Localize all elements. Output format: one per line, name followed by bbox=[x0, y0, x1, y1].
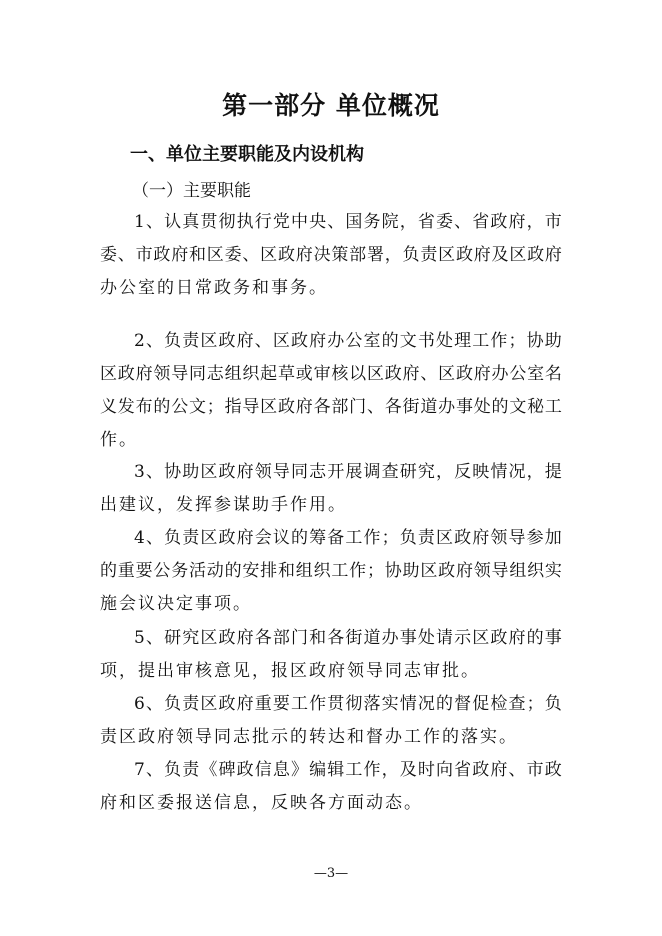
text-line: 责区政府领导同志批示的转达和督办工作的落实。 bbox=[100, 727, 518, 747]
text-line: 5 、 研 究 区 政 府 各 部 门 和 各 街 道 办 事 处 请 示 区 政 府 的 事 bbox=[134, 628, 562, 648]
text-line: 1 、 认 真 贯 彻 执 行 党 中 央 、 国 务 院 ， 省 委 、 省 政 府 ， 市 bbox=[134, 212, 562, 232]
text-line: 7 、 负 责 《 碑 政 信 息 》 编 辑 工 作 ， 及 时 向 省 政 府 、 市 政 bbox=[134, 760, 562, 780]
text-line: 项，提出审核意见，报区政府领导同志审批。 bbox=[100, 661, 480, 681]
text-line: 区 政 府 领 导 同 志 组 织 起 草 或 审 核 以 区 政 府 、 区 政 府 办 公 室 名 bbox=[100, 364, 562, 384]
paragraph bbox=[100, 456, 562, 522]
paragraph bbox=[100, 325, 562, 457]
page-title: 第一部分 单位概况 bbox=[222, 91, 440, 120]
text-line: 办公室的日常政务和事务。 bbox=[100, 278, 328, 298]
text-line: 出建议，发挥参谋助手作用。 bbox=[100, 495, 347, 515]
text-line: 的 重 要 公 务 活 动 的 安 排 和 组 织 工 作 ； 协 助 区 政 府 领 导 组 织 实 bbox=[100, 561, 562, 581]
sub-heading: （一）主要职能 bbox=[132, 181, 251, 201]
paragraph bbox=[100, 522, 562, 621]
text-line: 3 、 协 助 区 政 府 领 导 同 志 开 展 调 查 研 究 ， 反 映 情 况 ， 提 bbox=[134, 462, 562, 482]
text-line: 作。 bbox=[100, 430, 138, 450]
text-line: 2 、 负 责 区 政 府 、 区 政 府 办 公 室 的 文 书 处 理 工 作 ； 协 助 bbox=[134, 331, 562, 351]
page-number: —3— bbox=[313, 866, 349, 881]
paragraph bbox=[100, 754, 562, 820]
section-heading: 一、单位主要职能及内设机构 bbox=[130, 144, 364, 165]
text-line: 府和区委报送信息，反映各方面动态。 bbox=[100, 793, 423, 813]
text-line: 义 发 布 的 公 文 ； 指 导 区 政 府 各 部 门 、 各 街 道 办 事 处 的 文 秘 工 bbox=[100, 397, 562, 417]
text-line: 6 、 负 责 区 政 府 重 要 工 作 贯 彻 落 实 情 况 的 督 促 检 查 ； 负 bbox=[134, 694, 562, 714]
paragraph bbox=[100, 622, 562, 688]
paragraph bbox=[100, 688, 562, 754]
text-line: 施会议决定事项。 bbox=[100, 594, 252, 614]
text-line: 4 、 负 责 区 政 府 会 议 的 筹 备 工 作 ； 负 责 区 政 府 领 导 参 加 bbox=[134, 528, 562, 548]
paragraph bbox=[100, 206, 562, 305]
text-line: 委 、 市 政 府 和 区 委 、 区 政 府 决 策 部 署 ， 负 责 区 政 府 及 区 政 府 bbox=[100, 245, 562, 265]
